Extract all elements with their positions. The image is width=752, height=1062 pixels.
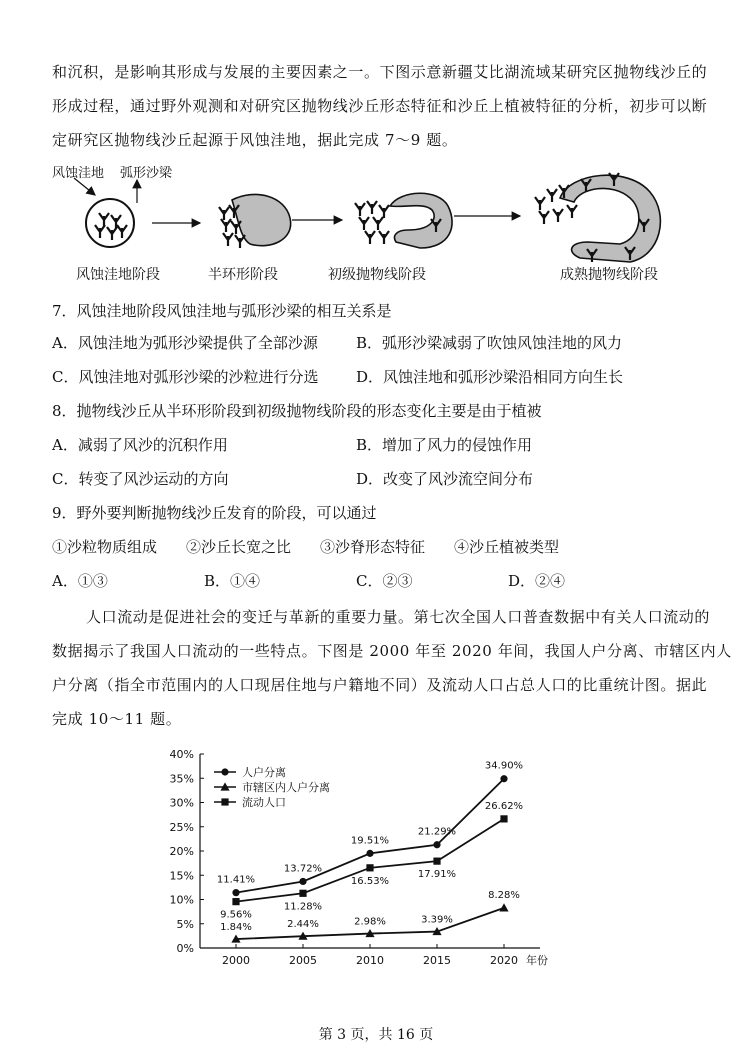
y-tick-label: 20%: [169, 845, 194, 858]
data-label: 2.98%: [354, 916, 386, 928]
q7-option-d[interactable]: D．风蚀洼地和弧形沙梁沿相同方向生长: [356, 368, 624, 386]
q7-option-a[interactable]: A．风蚀洼地为弧形沙梁提供了全部沙源: [52, 334, 318, 352]
q9-option-c[interactable]: C．②③: [356, 572, 413, 590]
series-3-point: [232, 898, 239, 905]
x-tick-label: 2010: [356, 954, 384, 967]
legend-label: 流动人口: [242, 796, 286, 809]
intro2-line-1: 人口流动是促进社会的变迁与革新的重要力量。第七次全国人口普查数据中有关人口流动的: [86, 608, 711, 626]
x-tick-label: 2005: [289, 954, 317, 967]
data-label: 17.91%: [417, 869, 457, 881]
q9-item-4: ④沙丘植被类型: [454, 538, 560, 556]
y-tick-label: 25%: [169, 820, 194, 834]
data-label: 21.29%: [417, 826, 457, 838]
stage-label-3: 初级抛物线阶段: [328, 267, 426, 283]
series-1-point: [232, 889, 239, 896]
data-label: 19.51%: [350, 835, 390, 847]
q9-item-3: ③沙脊形态特征: [320, 538, 426, 556]
intro2-line-2: 数据揭示了我国人口流动的一些特点。下图是 2000 年至 2020 年间，我国人户分离、市辖区内人: [52, 642, 732, 660]
dune-formation-diagram: [40, 158, 720, 288]
intro-line-3: 定研究区抛物线沙丘起源于风蚀洼地，据此完成 7～9 题。: [52, 131, 458, 149]
legend-label: 人户分离: [242, 766, 286, 779]
x-tick-label: 2020: [490, 954, 518, 967]
label-wind-erosion-depression: 风蚀洼地: [52, 166, 105, 181]
q8-stem: 8．抛物线沙丘从半环形阶段到初级抛物线阶段的形态变化主要是由于植被: [52, 402, 542, 420]
q9-option-a[interactable]: A．①③: [52, 572, 108, 590]
y-tick-label: 35%: [169, 772, 194, 786]
q7-option-b[interactable]: B．弧形沙梁减弱了吹蚀风蚀洼地的风力: [356, 334, 623, 352]
q8-option-d[interactable]: D．改变了风沙流空间分布: [356, 470, 534, 488]
data-label: 13.72%: [283, 863, 323, 875]
intro-line-2: 形成过程，通过野外观测和对研究区抛物线沙丘形态特征和沙丘上植被特征的分析，初步可以断: [52, 97, 708, 115]
x-tick-label: 2015: [423, 954, 451, 967]
y-tick-label: 30%: [169, 796, 194, 810]
legend-marker: [221, 768, 228, 775]
x-axis-label: 年份: [526, 954, 548, 967]
intro2-line-4: 完成 10～11 题。: [52, 710, 182, 728]
series-1-point: [366, 850, 373, 857]
y-tick-label: 10%: [169, 893, 194, 907]
y-tick-label: 40%: [169, 748, 194, 761]
page-footer: 第 3 页，共 16 页: [318, 1027, 434, 1043]
q9-stem: 9．野外要判断抛物线沙丘发育的阶段，可以通过: [52, 504, 377, 522]
stage-label-4: 成熟抛物线阶段: [560, 267, 658, 283]
data-label: 11.28%: [283, 901, 323, 913]
data-label: 34.90%: [484, 760, 524, 772]
q9-option-d[interactable]: D．②④: [508, 572, 566, 590]
series-1-point: [299, 878, 306, 885]
intro2-line-3: 户分离（指全市范围内的人口现居住地与户籍地不同）及流动人口占总人口的比重统计图。据此: [52, 676, 708, 694]
data-label: 11.41%: [216, 874, 256, 886]
legend-marker: [221, 798, 228, 805]
stage-label-2: 半环形阶段: [208, 267, 278, 283]
q8-option-a[interactable]: A．减弱了风沙的沉积作用: [52, 436, 228, 454]
data-label: 1.84%: [220, 922, 252, 934]
q9-option-b[interactable]: B．①④: [204, 572, 261, 590]
stage-label-1: 风蚀洼地阶段: [76, 267, 160, 283]
series-line-3: [236, 819, 504, 902]
q9-item-2: ②沙丘长宽之比: [186, 538, 292, 556]
series-3-point: [299, 890, 306, 897]
data-label: 9.56%: [220, 909, 252, 921]
data-label: 26.62%: [484, 800, 524, 812]
data-label: 3.39%: [421, 914, 453, 926]
series-3-point: [366, 864, 373, 871]
q8-option-b[interactable]: B．增加了风力的侵蚀作用: [356, 436, 533, 454]
y-tick-label: 5%: [176, 917, 194, 931]
chart-svg: [150, 742, 590, 974]
q8-option-c[interactable]: C．转变了风沙运动的方向: [52, 470, 229, 488]
y-tick-label: 0%: [176, 942, 194, 955]
series-1-point: [433, 841, 440, 848]
legend-label: 市辖区内人户分离: [242, 781, 330, 794]
data-label: 2.44%: [287, 919, 319, 931]
label-arc-sand-ridge: 弧形沙梁: [120, 166, 173, 181]
q7-stem: 7．风蚀洼地阶段风蚀洼地与弧形沙梁的相互关系是: [52, 302, 392, 320]
data-label: 16.53%: [350, 875, 390, 887]
intro-line-1: 和沉积，是影响其形成与发展的主要因素之一。下图示意新疆艾比湖流域某研究区抛物线沙丘的: [52, 63, 708, 81]
series-3-point: [500, 815, 507, 822]
q7-option-c[interactable]: C．风蚀洼地对弧形沙梁的沙粒进行分选: [52, 368, 319, 386]
series-1-point: [500, 775, 507, 782]
series-3-point: [433, 858, 440, 865]
y-tick-label: 15%: [169, 869, 194, 883]
x-tick-label: 2000: [222, 954, 250, 967]
population-mobility-chart: [150, 742, 590, 974]
q9-item-1: ①沙粒物质组成: [52, 538, 158, 556]
data-label: 8.28%: [488, 889, 520, 901]
series-2-point: [499, 903, 508, 911]
